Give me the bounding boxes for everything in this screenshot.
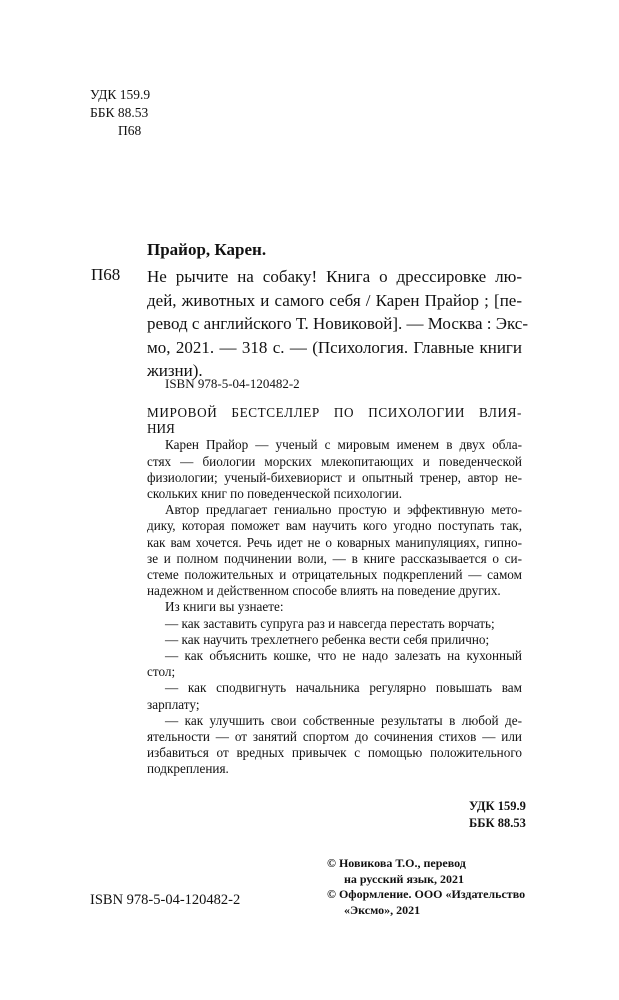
list-item: — как улучшить свои собственные результаты в любой де- [165, 712, 522, 728]
paragraph-line: дику, которая поможет вам научить кого угодно поступать так, [147, 518, 522, 534]
annotation-heading-line: МИРОВОЙ БЕСТСЕЛЛЕР ПО ПСИХОЛОГИИ ВЛИЯ- [147, 405, 522, 420]
paragraph-line: Карен Прайор — ученый с мировым именем в двух обла- [165, 437, 522, 453]
list-item: — как сподвигнуть начальника регулярно повышать вам [165, 680, 522, 696]
bib-line: жизни). [147, 361, 203, 380]
paragraph-line: как вам хочется. Речь идет не о коварных манипуляциях, гипно- [147, 534, 522, 550]
bib-line: Не рычите на собаку! Книга о дрессировке лю- [147, 267, 522, 286]
paragraph-line: стеме положительных и отрицательных подкреплений — самом [147, 567, 522, 583]
list-intro: Из книги вы узнаете: [165, 599, 284, 615]
paragraph-line: стях — биологии морских млекопитающих и поведенческой [147, 453, 522, 469]
bib-line: ревод с английского Т. Новиковой]. — Москва : Экс- [147, 314, 528, 333]
list-item: стол; [147, 664, 176, 680]
list-item: зарплату; [147, 696, 200, 712]
bbk-code: ББК 88.53 [90, 105, 149, 120]
classification-codes-bottom [469, 798, 526, 832]
copyright-line: © Оформление. ООО «Издательство [327, 887, 526, 901]
annotation-heading-line: НИЯ [147, 421, 175, 437]
list-item: избавиться от вредных привычек с помощью положительного [147, 745, 522, 761]
isbn-bottom: ISBN 978-5-04-120482-2 [90, 892, 241, 908]
paragraph-line: зе и полном подчинении воли, — в книге рассказывается о си- [147, 550, 522, 566]
bbk-code: ББК 88.53 [469, 816, 526, 830]
list-item: подкрепления. [147, 761, 229, 777]
list-item: — как научить трехлетнего ребенка вести себя прилично; [165, 631, 490, 647]
paragraph-line: скольких книг по поведенческой психологии. [147, 486, 403, 502]
list-item: ятельности — от занятий спортом до сочинения стихов — или [147, 729, 522, 745]
paragraph-line: физиологии; ученый-бихевиорист и опытный тренер, автор не- [147, 469, 522, 485]
copyright-line: © Новикова Т.О., перевод [327, 856, 466, 870]
paragraph-line: Автор предлагает гениально простую и эффективную мето- [165, 502, 522, 518]
author-heading: Прайор, Карен. [147, 240, 267, 259]
classification-codes-top [90, 86, 150, 140]
bib-line: дей, животных и самого себя / Карен Прайор ; [пе- [147, 290, 522, 310]
side-author-mark: П68 [91, 265, 121, 284]
bibliographic-description [147, 265, 528, 383]
copyright-line: на русский язык, 2021 [344, 871, 465, 886]
bib-line: мо, 2021. — 318 с. — (Психология. Главные книги [147, 337, 522, 357]
list-item: — как заставить супруга раз и навсегда перестать ворчать; [165, 615, 495, 631]
udk-code: УДК 159.9 [90, 87, 151, 102]
copyright-line: «Эксмо», 2021 [344, 902, 421, 917]
annotation-block [147, 405, 522, 778]
isbn-line: ISBN 978-5-04-120482-2 [165, 376, 300, 391]
udk-code: УДК 159.9 [469, 799, 526, 813]
paragraph-line: надежном и действенном способе влиять на поведение других. [147, 583, 501, 599]
list-item: — как объяснить кошке, что не надо залезать на кухонный [165, 648, 522, 664]
author-mark-code: П68 [118, 123, 142, 138]
copyright-block [327, 856, 525, 918]
